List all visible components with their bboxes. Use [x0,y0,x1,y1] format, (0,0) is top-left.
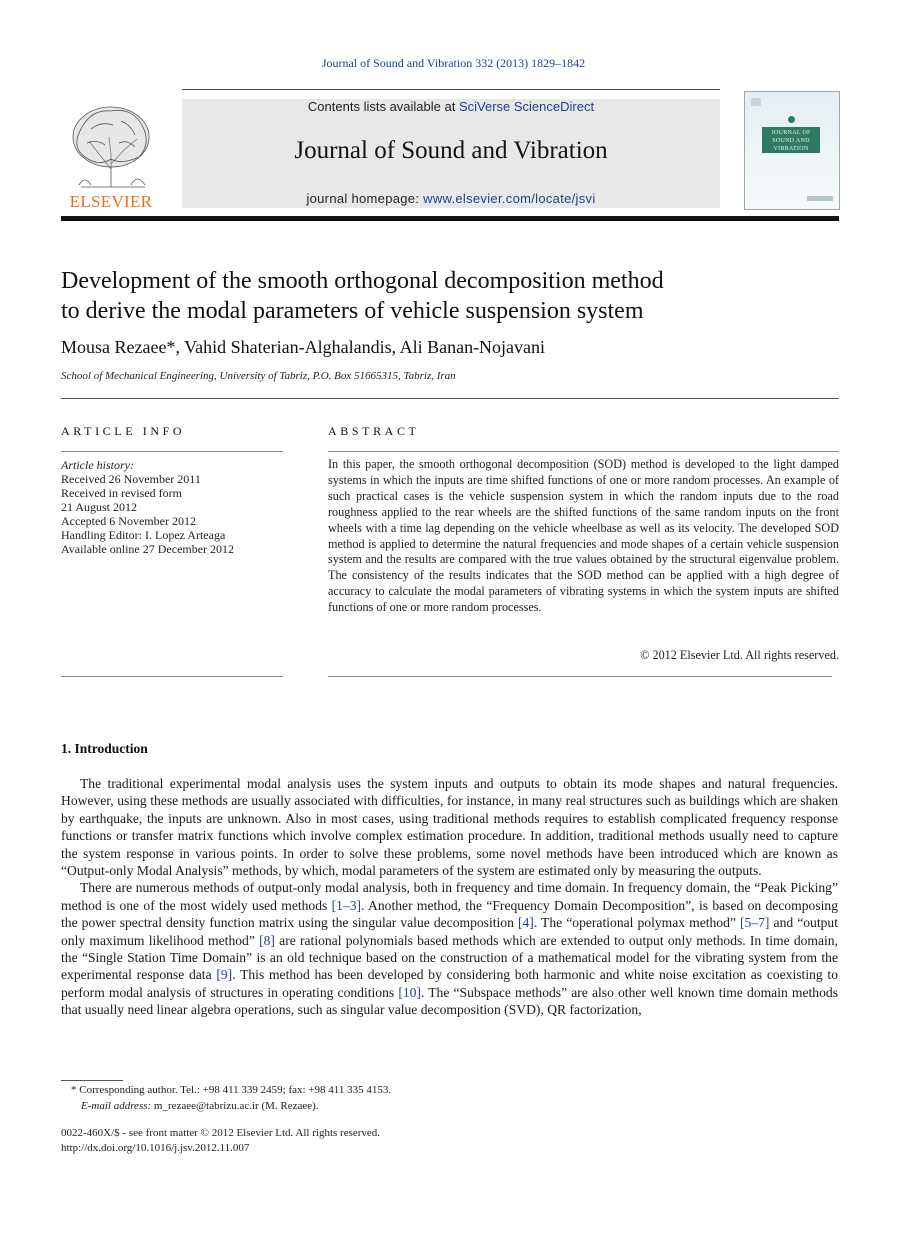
intro-paragraph-2 [61,879,838,1018]
contents-line [182,99,720,114]
abstract-rule [328,451,839,452]
text-span: . The “Subspace methods” are also other well known time domain methods that usually need linear algebra operations, such as singular value decomposition (SVD), QR factorization, [61,984,838,1018]
text-span: . This method has been developed by considering both harmonic and white noise excitation as coexisting to perform modal analysis of structures in operating conditions [61,967,838,1000]
header-top-rule [182,89,720,90]
text-span: . Another method, the “Frequency Domain Decomposition”, is based on decomposing the power spectral density function matrix using the singular value decomposition [61,897,838,931]
sciencedirect-link[interactable]: SciVerse ScienceDirect [458,99,595,114]
history-entry: Received 26 November 2011 [61,472,201,486]
article-title [61,266,841,326]
introduction-heading: 1. Introduction [61,741,148,756]
elsevier-wordmark: ELSEVIER [69,192,153,211]
text-span: There are numerous methods of output-only modal analysis, both in frequency and time domain. In frequency domain, the “Peak Picking” method is one of the most widely used methods [61,880,838,913]
doi-link[interactable]: http://dx.doi.org/10.1016/j.jsv.2012.11.007 [61,1142,250,1154]
elsevier-logo[interactable] [61,99,161,211]
cover-emblem-icon [788,116,795,123]
history-entry: Accepted 6 November 2012 [61,514,196,528]
history-entry: 21 August 2012 [61,500,138,514]
reference-link[interactable]: [1–3] [331,897,362,913]
title-divider [61,398,839,399]
text-span: . The “operational polymax method” [533,915,741,931]
reference-link[interactable]: [4] [517,915,534,931]
elsevier-tree-icon [61,99,161,211]
text-span: are rational polynomials based methods which are extended to output only methods. In time domain, the “Single Station Time Domain” is an old technique based on the construction of a mathematical model for the vibrating system from the experimental response data [61,932,838,983]
reference-link[interactable]: [5–7] [740,915,770,931]
issn-line: 0022-460X/$ - see front matter © 2012 Elsevier Ltd. All rights reserved. [61,1127,381,1139]
article-info-heading: ARTICLE INFO [61,424,186,438]
corresponding-author-note: * Corresponding author. Tel.: +98 411 339 2459; fax: +98 411 335 4153. [71,1084,392,1096]
abstract-bottom-rule [328,676,832,677]
article-title-line-2: to derive the modal parameters of vehicle suspension system [61,298,644,324]
intro-paragraph-1: The traditional experimental modal analysis uses the system inputs and outputs to obtain its mode shapes and natural frequencies. However, using these methods are usually associated with difficulties, for instance, in many real structures such as buildings which are shaken by earthquake, the inputs are unknown. Also in most cases, using traditional methods requires to establish complicated frequency response functions or transfer matrix functions which involve complex estimation procedure. In addition, traditional methods usually need to capture the system response in various points. In order to solve these problems, some novel methods have been introduced which are known as “Output-only Modal Analysis” methods, by which, modal parameters of the system are estimated only by measuring the outputs. [61,776,838,879]
author-list[interactable]: Mousa Rezaee*, Vahid Shaterian-Alghalandis, Ali Banan-Nojavani [61,337,546,357]
reference-link[interactable]: [9] [216,967,233,983]
article-info-rule [61,451,283,452]
reference-link[interactable]: [10] [398,984,421,1000]
history-entry: Handling Editor: I. Lopez Arteaga [61,528,226,542]
introduction-body [61,775,838,1019]
homepage-prefix: journal homepage: [306,191,424,206]
affiliation: School of Mechanical Engineering, University of Tabriz, P.O. Box 51665315, Tabriz, Iran [61,370,456,382]
abstract-copyright: © 2012 Elsevier Ltd. All rights reserved. [640,648,839,662]
contents-prefix: Contents lists available at [307,99,459,114]
journal-cover-thumbnail[interactable] [744,91,840,210]
email-label: E-mail address: [81,1100,152,1112]
article-history [61,458,283,556]
abstract-heading: ABSTRACT [328,424,420,438]
header-divider [61,216,839,221]
abstract-text: In this paper, the smooth orthogonal decomposition (SOD) method is developed to the light damped systems in which the inputs are time shifted functions of one or more random processes. An example of such practical cases is the vehicle suspension system in which the random inputs due to the road roughness applied to the rear wheels are the shifted functions of the same random inputs on the front wheels with a time lag depending on the vehicle wheelbase as well as its velocity. The developed SOD method is applied to determine the natural frequencies and mode shapes of a certain vehicle suspension system and the results are compared with the true values obtained by the structural eigenvalue problem. The consistency of the results indicates that the SOD method can be applied with a high degree of accuracy to calculate the modal parameters of vibrating systems in which the system inputs are shifted functions of one or more random processes. [328,457,839,615]
email-address[interactable]: m_rezaee@tabrizu.ac.ir (M. Rezaee). [151,1100,319,1112]
cover-publisher-mark [807,196,833,201]
article-title-line-1: Development of the smooth orthogonal decomposition method [61,268,664,294]
cover-logo-icon [751,98,761,106]
journal-title: Journal of Sound and Vibration [294,137,608,164]
reference-link[interactable]: [8] [259,932,275,948]
homepage-line [182,191,720,206]
cover-title: JOURNAL OF SOUND AND VIBRATION [762,127,820,153]
article-history-label: Article history: [61,458,134,472]
article-info-bottom-rule [61,676,283,677]
text-span: and “output only maximum likelihood method” [61,915,839,948]
journal-citation[interactable]: Journal of Sound and Vibration 332 (2013) 1829–1842 [321,56,586,70]
history-entry: Available online 27 December 2012 [61,542,235,556]
homepage-link[interactable]: www.elsevier.com/locate/jsvi [423,191,596,206]
footnote-rule [61,1080,123,1081]
history-entry: Received in revised form [61,486,182,500]
email-note [81,1100,319,1112]
